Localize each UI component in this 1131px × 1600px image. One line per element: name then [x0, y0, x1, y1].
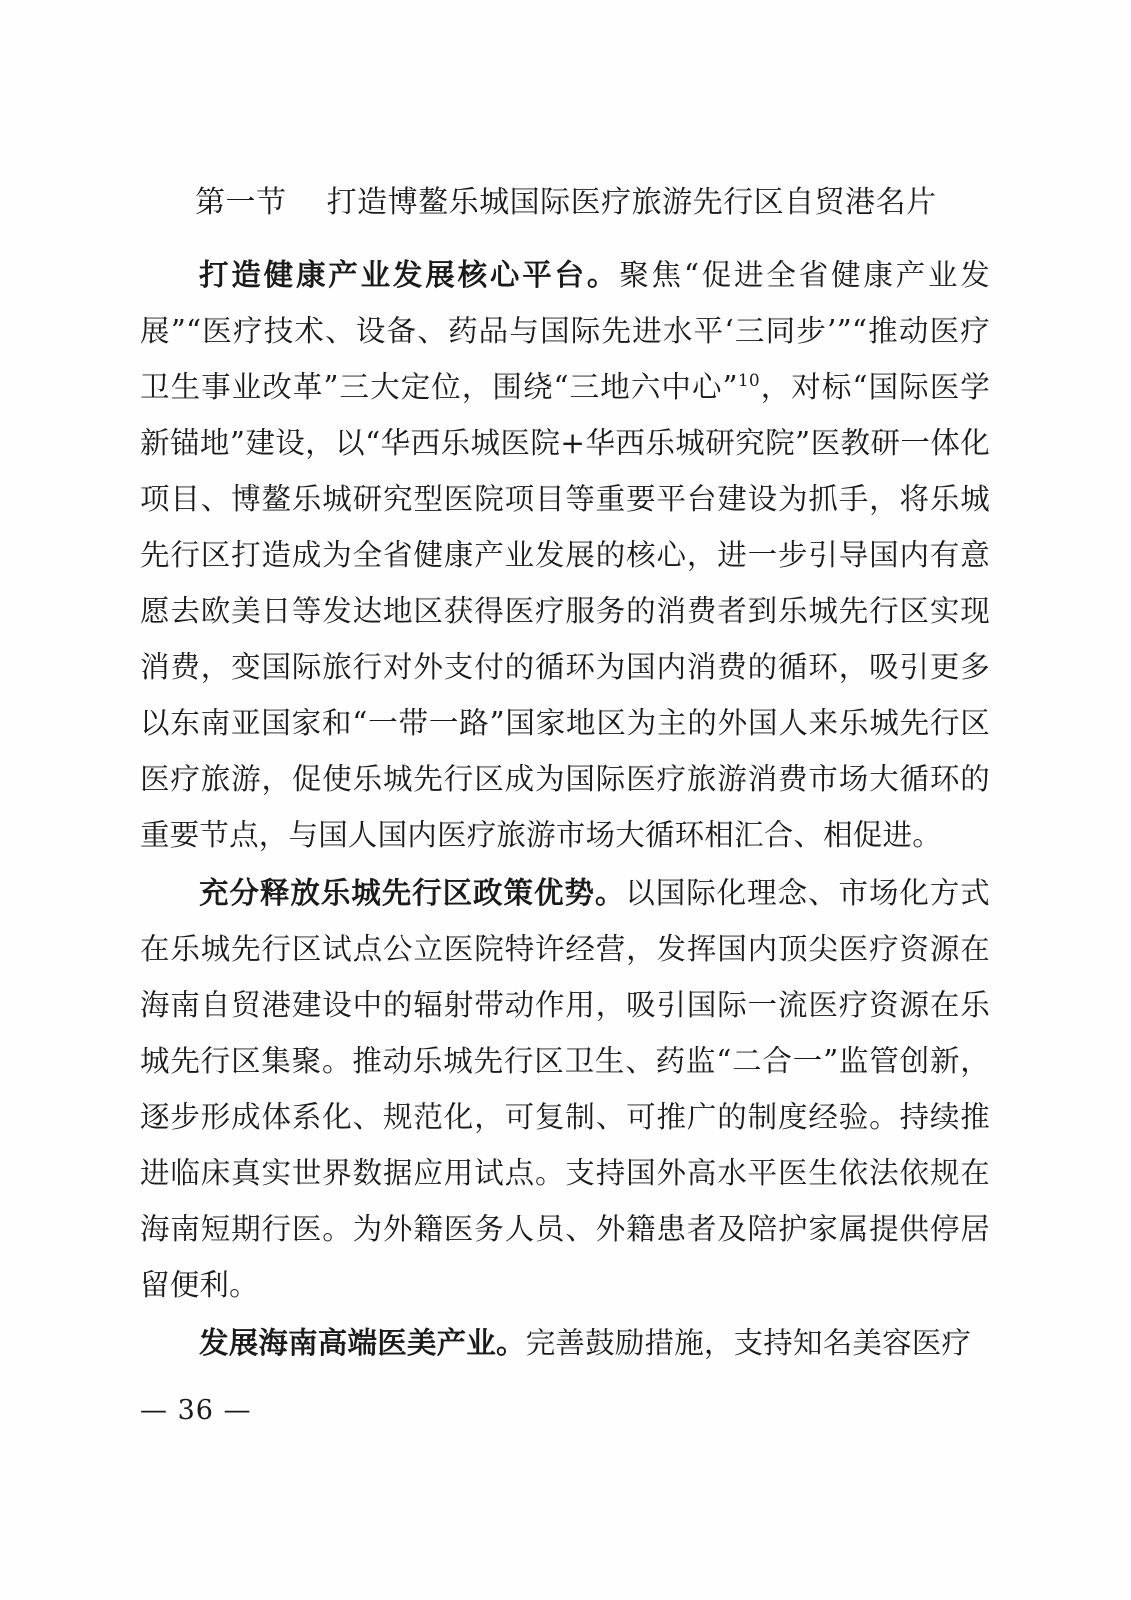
paragraph-1-body: 聚焦“促进全省健康产业发展”“医疗技术、设备、药品与国际先进水平‘三同步’”“推动医疗卫生事业改革”三大定位，围绕“三地六中心”	[140, 258, 991, 404]
page-number: — 36 —	[140, 1395, 252, 1426]
paragraph-3-body: 完善鼓励措施，支持知名美容医疗	[525, 1326, 972, 1360]
footnote-marker-10: 10	[737, 371, 760, 392]
page-content	[140, 180, 990, 1373]
paragraph-1-lead: 打造健康产业发展核心平台。	[199, 257, 620, 292]
paragraph-2-body: 以国际化理念、市场化方式在乐城先行区试点公立医院特许经营，发挥国内顶尖医疗资源在海南自贸港建设中的辐射带动作用，吸引国际一流医疗资源在乐城先行区集聚。推动乐城先行区卫生、药监“二合一”监管创新，逐步形成体系化、规范化，可复制、可推广的制度经验。持续推进临床真实世界数据应用试点。支持国外高水平医生依法依规在海南短期行医。为外籍医务人员、外籍患者及陪护家属提供停居留便利。	[140, 876, 990, 1302]
paragraph-2-lead: 充分释放乐城先行区政策优势。	[199, 875, 626, 910]
paragraph-3-lead: 发展海南高端医美产业。	[199, 1325, 526, 1360]
paragraph-2	[140, 865, 990, 1313]
paragraph-1-body-after: ，对标“国际医学新锚地”建设，以“华西乐城医院+华西乐城研究院”医教研一体化项目、博鳌乐城研究型医院项目等重要平台建设为抓手，将乐城先行区打造成为全省健康产业发展的核心，进一步引导国内有意愿去欧美日等发达地区获得医疗服务的消费者到乐城先行区实现消费，变国际旅行对外支付的循环为国内消费的循环，吸引更多以东南亚国家和“一带一路”国家地区为主的外国人来乐城先行区医疗旅游，促使乐城先行区成为国际医疗旅游消费市场大循环的重要节点，与国人国内医疗旅游市场大循环相汇合、相促进。	[140, 370, 990, 852]
paragraph-1	[140, 247, 990, 863]
paragraph-3	[140, 1315, 990, 1371]
section-heading: 第一节 打造博鳌乐城国际医疗旅游先行区自贸港名片	[195, 185, 937, 220]
